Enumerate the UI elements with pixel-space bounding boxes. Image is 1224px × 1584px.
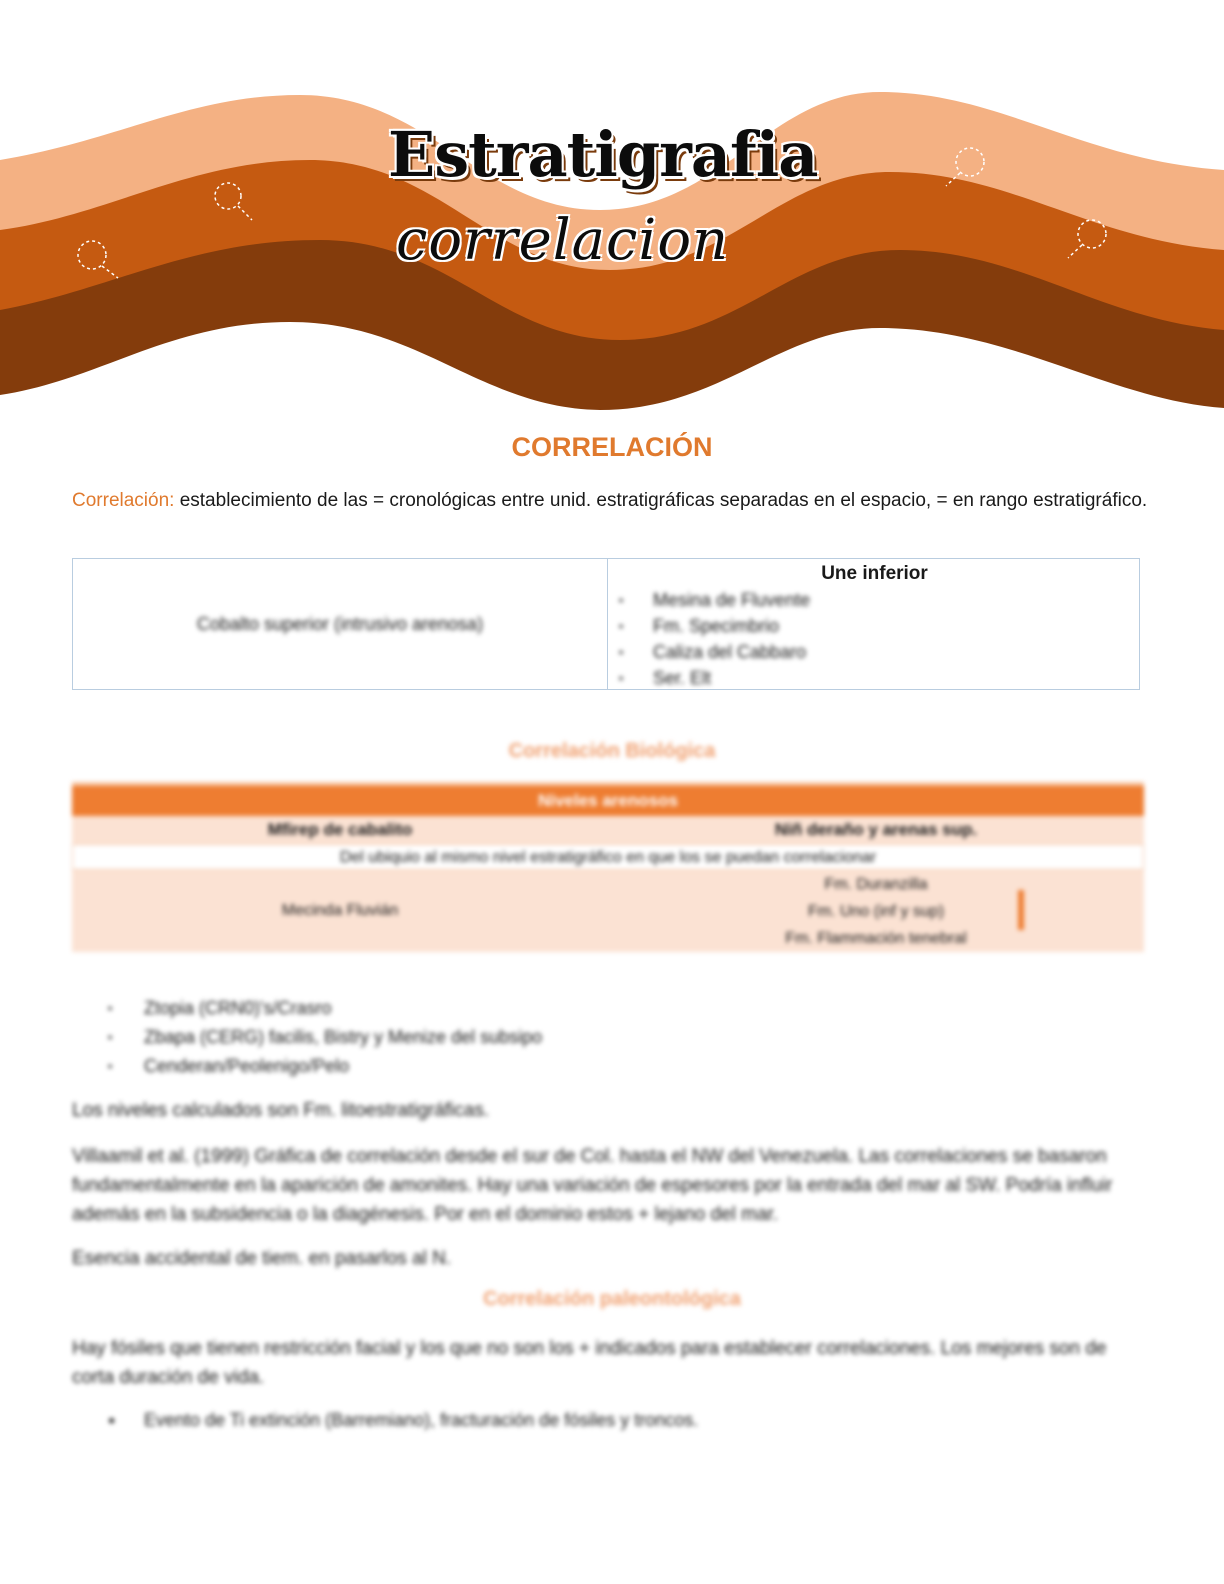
correlation-table [72,558,1140,690]
list-item: ▪ Cenderan/Peolenigo/Pelo [108,1052,542,1081]
table-title-row: Niveles arenosos [72,782,1144,816]
cell-line: Fm. Duranzilla [824,875,928,893]
section-heading-correlacion: CORRELACIÓN [511,432,713,462]
definition-text: establecimiento de las = cronológicas entre unid. estratigráficas separadas en el espacio, = en rango estratigráfico. [174,490,1148,511]
list-item: ● Evento de ⁠⁠⁠Ti extinción (Barremiano), fracturación de fósiles y troncos. [108,1406,698,1435]
paragraph: Esencia accidental de tiem. en pasarlos al N. [72,1248,452,1269]
table-row [72,870,1144,952]
table-header-row [72,816,1144,844]
cell-line: Fm. Flammación tenebral [785,929,967,947]
section-heading-paleontologica: Correlación paleontológica [483,1288,741,1310]
definition-paragraph [72,486,1152,515]
column-header: Mfirep de cabalito [267,820,413,839]
table-note-row: Del ubiquio al mismo nivel estratigráfico en que los se puedan correlacionar [72,844,1144,870]
banner-title: Estratigrafia [388,118,818,191]
table-left-cell: Cobalto superior (intrusivo arenosa) [196,613,484,634]
bullet-list [108,994,542,1081]
list-item: ▪ Fm. Specimbrio [653,613,810,639]
column-header: Niñ deraño y arenas sup. [774,820,978,839]
table-right-header: Une inferior [821,563,928,584]
definition-term: Correlación: [72,490,175,511]
list-item: ▪ Ztopia (CRN0)'s/Crasro [108,994,542,1023]
list-item: ▪ Caliza del Cabbaro [653,639,810,665]
table-cell [608,870,1144,952]
section-heading-biologica: Correlación Biológica [508,740,716,762]
paragraph: Villaamil et al. (1999) Gráfica de correlación desde el sur de Col. hasta el NW del Venezuela. Las correlaciones se basaron fundamentalmente en la aparición de amonites. Hay una variación de espesores por la entrada del mar al SW. Podría influir además en la subsidencia o la diagénesis. Por en el dominio estos + lejano del mar. [72,1146,1113,1225]
list-item: ▪ Zbapa (CERG) facilis, Bistry y Menize del subsipo [108,1023,542,1052]
levels-table [72,782,1144,952]
arrow-up-icon [1018,890,1024,930]
table-right-list [653,587,810,691]
bullet-list [108,1406,698,1435]
cell-line: Fm. Uno (inf y sup) [807,902,945,920]
paragraph: Hay fósiles que tienen restricción facial y los que no son los + indicados para establecer correlaciones. Los mejores son de corta duración de vida. [72,1338,1107,1388]
list-item: ▪ Ser. Elt [653,665,810,691]
paragraph: Los niveles calculados son Fm. litoestratigráficas. [72,1100,490,1121]
table-cell: Mecinda Fluvián [281,902,399,919]
banner-subtitle: correlacion [396,208,730,273]
list-item: ▪ Mesina de Fluvente [653,587,810,613]
